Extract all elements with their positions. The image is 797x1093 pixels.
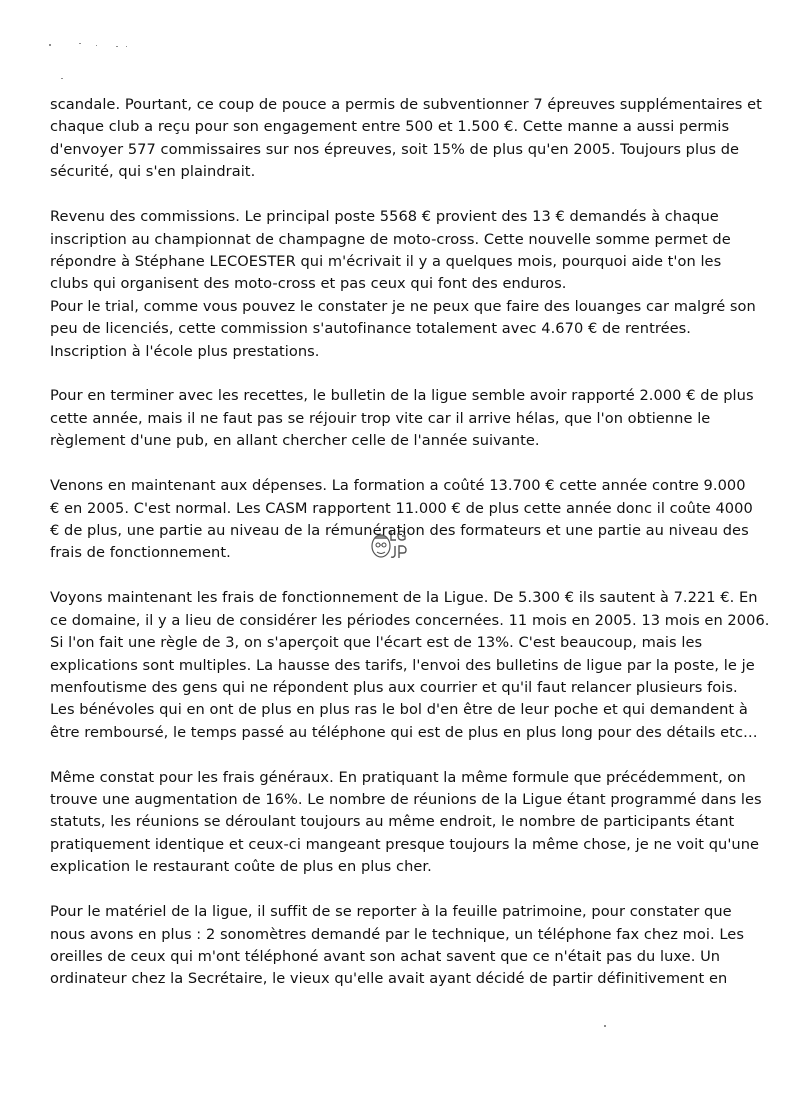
- text-line: nous avons en plus : 2 sonomètres demandé par le technique, un téléphone fax chez moi. Les: [50, 925, 744, 943]
- text-line: explications sont multiples. La hausse des tarifs, l'envoi des bulletins de ligue par la poste, le je: [50, 656, 755, 674]
- text-line: Revenu des commissions. Le principal poste 5568 € provient des 13 € demandés à chaque: [50, 208, 719, 226]
- text-line: ordinateur chez la Secrétaire, le vieux qu'elle avait ayant décidé de partir définitivement en: [50, 970, 728, 988]
- paragraph: [50, 94, 770, 184]
- text-line: Pour le trial, comme vous pouvez le constater je ne peux que faire des louanges car malgré son: [50, 297, 756, 315]
- paragraph: [50, 767, 770, 879]
- scan-speck: [96, 45, 97, 46]
- text-line: Même constat pour les frais généraux. En pratiquant la même formule que précédemment, on: [50, 768, 746, 786]
- text-line: Les bénévoles qui en ont de plus en plus ras le bol d'en être de leur poche et qui demandent à: [50, 701, 748, 719]
- text-line: statuts, les réunions se déroulant toujours au même endroit, le nombre de participants étant: [50, 813, 735, 831]
- text-line: scandale. Pourtant, ce coup de pouce a permis de subventionner 7 épreuves supplémentaires et: [50, 96, 762, 113]
- text-line: € en 2005. C'est normal. Les CASM rapportent 11.000 € de plus cette année donc il coûte 4000: [50, 499, 753, 517]
- scan-speck: [604, 1025, 606, 1027]
- text-line: clubs qui organisent des moto-cross et pas ceux qui font des enduros.: [50, 275, 567, 293]
- text-line: menfoutisme des gens qui ne répondent plus aux courrier et qu'il faut relancer plusieurs fois.: [50, 678, 738, 696]
- scan-speck: [49, 44, 51, 46]
- paragraph: [50, 475, 770, 565]
- paragraph: [50, 901, 770, 991]
- paragraph: [50, 587, 770, 744]
- document-body: [50, 94, 770, 1013]
- text-line: pratiquement identique et ceux-ci mangeant presque toujours la même chose, je ne voit qu'une: [50, 835, 760, 853]
- text-line: explication le restaurant coûte de plus en plus cher.: [50, 858, 432, 876]
- text-line: Si l'on fait une règle de 3, on s'aperçoit que l'écart est de 13%. C'est beaucoup, mais les: [50, 634, 703, 652]
- text-line: oreilles de ceux qui m'ont téléphoné avant son achat savent que ce n'était pas du luxe. Un: [50, 948, 721, 965]
- text-line: Pour le matériel de la ligue, il suffit de se reporter à la feuille patrimoine, pour constater que: [50, 903, 732, 921]
- text-line: sécurité, qui s'en plaindrait.: [50, 163, 256, 181]
- scan-speck: [79, 43, 81, 44]
- text-line: peu de licenciés, cette commission s'autofinance totalement avec 4.670 € de rentrées.: [50, 320, 691, 338]
- text-line: Venons en maintenant aux dépenses. La formation a coûté 13.700 € cette année contre 9.000: [50, 477, 746, 495]
- text-line: d'envoyer 577 commissaires sur nos épreuves, soit 15% de plus qu'en 2005. Toujours plus de: [50, 140, 740, 158]
- text-line: cette année, mais il ne faut pas se réjouir trop vite car il arrive hélas, que l'on obtienne le: [50, 409, 711, 427]
- text-line: € de plus, une partie au niveau de la rémunération des formateurs et une partie au niveau des: [50, 522, 749, 539]
- text-line: frais de fonctionnement.: [50, 544, 231, 562]
- text-line: chaque club a reçu pour son engagement entre 500 et 1.500 €. Cette manne a aussi permis: [50, 118, 730, 136]
- text-line: trouve une augmentation de 16%. Le nombre de réunions de la Ligue étant programmé dans les: [50, 791, 762, 809]
- text-line: Pour en terminer avec les recettes, le bulletin de la ligue semble avoir rapporté 2.000 € de plus: [50, 387, 754, 405]
- text-line: règlement d'une pub, en allant chercher celle de l'année suivante.: [50, 432, 540, 450]
- paragraph: [50, 385, 770, 452]
- paragraph: [50, 206, 770, 363]
- text-line: ce domaine, il y a lieu de considérer les périodes concernées. 11 mois en 2005. 13 mois en 2006.: [50, 611, 770, 629]
- text-line: répondre à Stéphane LECOESTER qui m'écrivait il y a quelques mois, pourquoi aide t'on les: [50, 252, 722, 270]
- scan-speck: [126, 46, 127, 47]
- text-line: Inscription à l'école plus prestations.: [50, 342, 320, 360]
- text-line: être remboursé, le temps passé au téléphone qui est de plus en plus long pour des détails etc…: [50, 723, 758, 741]
- scan-speck: [116, 46, 118, 47]
- text-line: inscription au championnat de champagne de moto-cross. Cette nouvelle somme permet de: [50, 230, 731, 248]
- text-line: Voyons maintenant les frais de fonctionnement de la Ligue. De 5.300 € ils sautent à 7.221 €. En: [50, 589, 758, 607]
- scan-speck: [61, 78, 63, 79]
